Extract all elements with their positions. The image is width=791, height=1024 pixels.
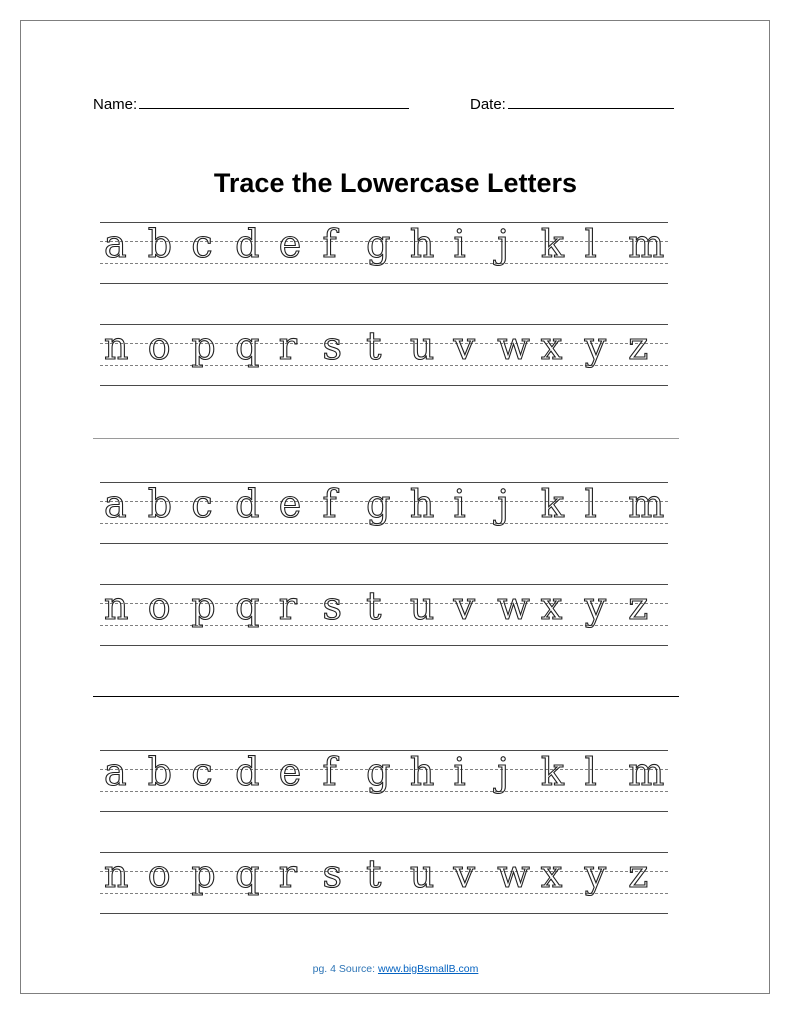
trace-letter-e: e — [278, 482, 302, 526]
trace-letter-s: s — [322, 324, 342, 368]
trace-letter-e: e — [278, 750, 302, 794]
letter-strip — [100, 324, 668, 386]
trace-letter-l: l — [584, 750, 597, 794]
trace-letter-n: n — [104, 852, 129, 896]
trace-letter-f: f — [322, 482, 337, 526]
trace-letter-d: d — [235, 482, 260, 526]
trace-row — [100, 324, 668, 386]
trace-letter-r: r — [278, 584, 297, 628]
trace-letter-m: m — [628, 750, 665, 794]
trace-letter-m: m — [628, 482, 665, 526]
trace-letter-q: q — [235, 852, 260, 896]
trace-row — [100, 584, 668, 646]
header-row — [93, 94, 693, 118]
trace-letter-k: k — [540, 222, 564, 266]
trace-letter-o: o — [147, 852, 171, 896]
trace-letter-u: u — [409, 584, 435, 628]
trace-letter-i: i — [453, 482, 466, 526]
trace-letter-x: x — [540, 852, 563, 896]
trace-letter-t: t — [366, 852, 382, 896]
trace-letter-y: y — [584, 584, 607, 628]
trace-letter-v: v — [453, 852, 475, 896]
trace-letter-p: p — [191, 324, 216, 368]
trace-letter-p: p — [191, 584, 216, 628]
trace-letter-l: l — [584, 482, 597, 526]
trace-letter-n: n — [104, 584, 129, 628]
trace-letter-a: a — [104, 750, 127, 794]
trace-letter-i: i — [453, 750, 466, 794]
trace-letter-h: h — [409, 750, 435, 794]
trace-letter-r: r — [278, 324, 297, 368]
trace-letter-c: c — [191, 750, 213, 794]
trace-row — [100, 482, 668, 544]
trace-letter-q: q — [235, 324, 260, 368]
trace-letter-z: z — [628, 852, 649, 896]
trace-letter-u: u — [409, 852, 435, 896]
name-blank-line[interactable] — [139, 94, 409, 109]
trace-letter-o: o — [147, 584, 171, 628]
date-blank-line[interactable] — [508, 94, 674, 109]
trace-letter-m: m — [628, 222, 665, 266]
trace-letter-p: p — [191, 852, 216, 896]
trace-letter-n: n — [104, 324, 129, 368]
trace-letter-w: w — [497, 852, 530, 896]
letter-strip — [100, 222, 668, 284]
trace-letter-w: w — [497, 324, 530, 368]
trace-letter-b: b — [147, 482, 173, 526]
trace-letter-e: e — [278, 222, 302, 266]
date-field[interactable] — [470, 94, 674, 113]
trace-letter-v: v — [453, 324, 475, 368]
trace-letter-s: s — [322, 584, 342, 628]
trace-letter-l: l — [584, 222, 597, 266]
trace-letter-f: f — [322, 750, 337, 794]
trace-letter-s: s — [322, 852, 342, 896]
trace-letter-h: h — [409, 222, 435, 266]
trace-letter-x: x — [540, 324, 563, 368]
trace-letter-o: o — [147, 324, 171, 368]
letter-strip — [100, 482, 668, 544]
trace-letter-r: r — [278, 852, 297, 896]
trace-letter-j: j — [497, 222, 510, 266]
footer-page-text: pg. 4 Source: — [312, 963, 376, 975]
page-title: Trace the Lowercase Letters — [213, 168, 578, 198]
trace-letter-g: g — [366, 750, 391, 794]
trace-row — [100, 222, 668, 284]
trace-letter-j: j — [497, 750, 510, 794]
name-field[interactable] — [93, 94, 409, 113]
section-divider — [93, 696, 679, 697]
trace-letter-t: t — [366, 324, 382, 368]
trace-letter-g: g — [366, 222, 391, 266]
letter-strip — [100, 584, 668, 646]
trace-letter-y: y — [584, 324, 607, 368]
trace-letter-a: a — [104, 482, 127, 526]
trace-letter-w: w — [497, 584, 530, 628]
trace-letter-k: k — [540, 750, 564, 794]
trace-letter-b: b — [147, 222, 173, 266]
trace-letter-j: j — [497, 482, 510, 526]
trace-letter-y: y — [584, 852, 607, 896]
trace-letter-k: k — [540, 482, 564, 526]
trace-letter-i: i — [453, 222, 466, 266]
letter-strip — [100, 750, 668, 812]
footer — [0, 963, 791, 975]
trace-letter-h: h — [409, 482, 435, 526]
trace-letter-b: b — [147, 750, 173, 794]
trace-letter-f: f — [322, 222, 337, 266]
trace-letter-t: t — [366, 584, 382, 628]
trace-letter-g: g — [366, 482, 391, 526]
trace-letter-v: v — [453, 584, 475, 628]
trace-letter-z: z — [628, 584, 649, 628]
trace-row — [100, 852, 668, 914]
trace-letter-c: c — [191, 222, 213, 266]
trace-letter-x: x — [540, 584, 563, 628]
trace-row — [100, 750, 668, 812]
letter-strip — [100, 852, 668, 914]
trace-letter-z: z — [628, 324, 649, 368]
trace-letter-c: c — [191, 482, 213, 526]
source-link[interactable]: www.bigBsmallB.com — [378, 963, 479, 975]
trace-letter-a: a — [104, 222, 127, 266]
date-label: Date: — [470, 96, 506, 113]
trace-letter-d: d — [235, 750, 260, 794]
name-label: Name: — [93, 96, 138, 113]
trace-letter-d: d — [235, 222, 260, 266]
trace-letter-u: u — [409, 324, 435, 368]
trace-letter-q: q — [235, 584, 260, 628]
section-divider — [93, 438, 679, 439]
